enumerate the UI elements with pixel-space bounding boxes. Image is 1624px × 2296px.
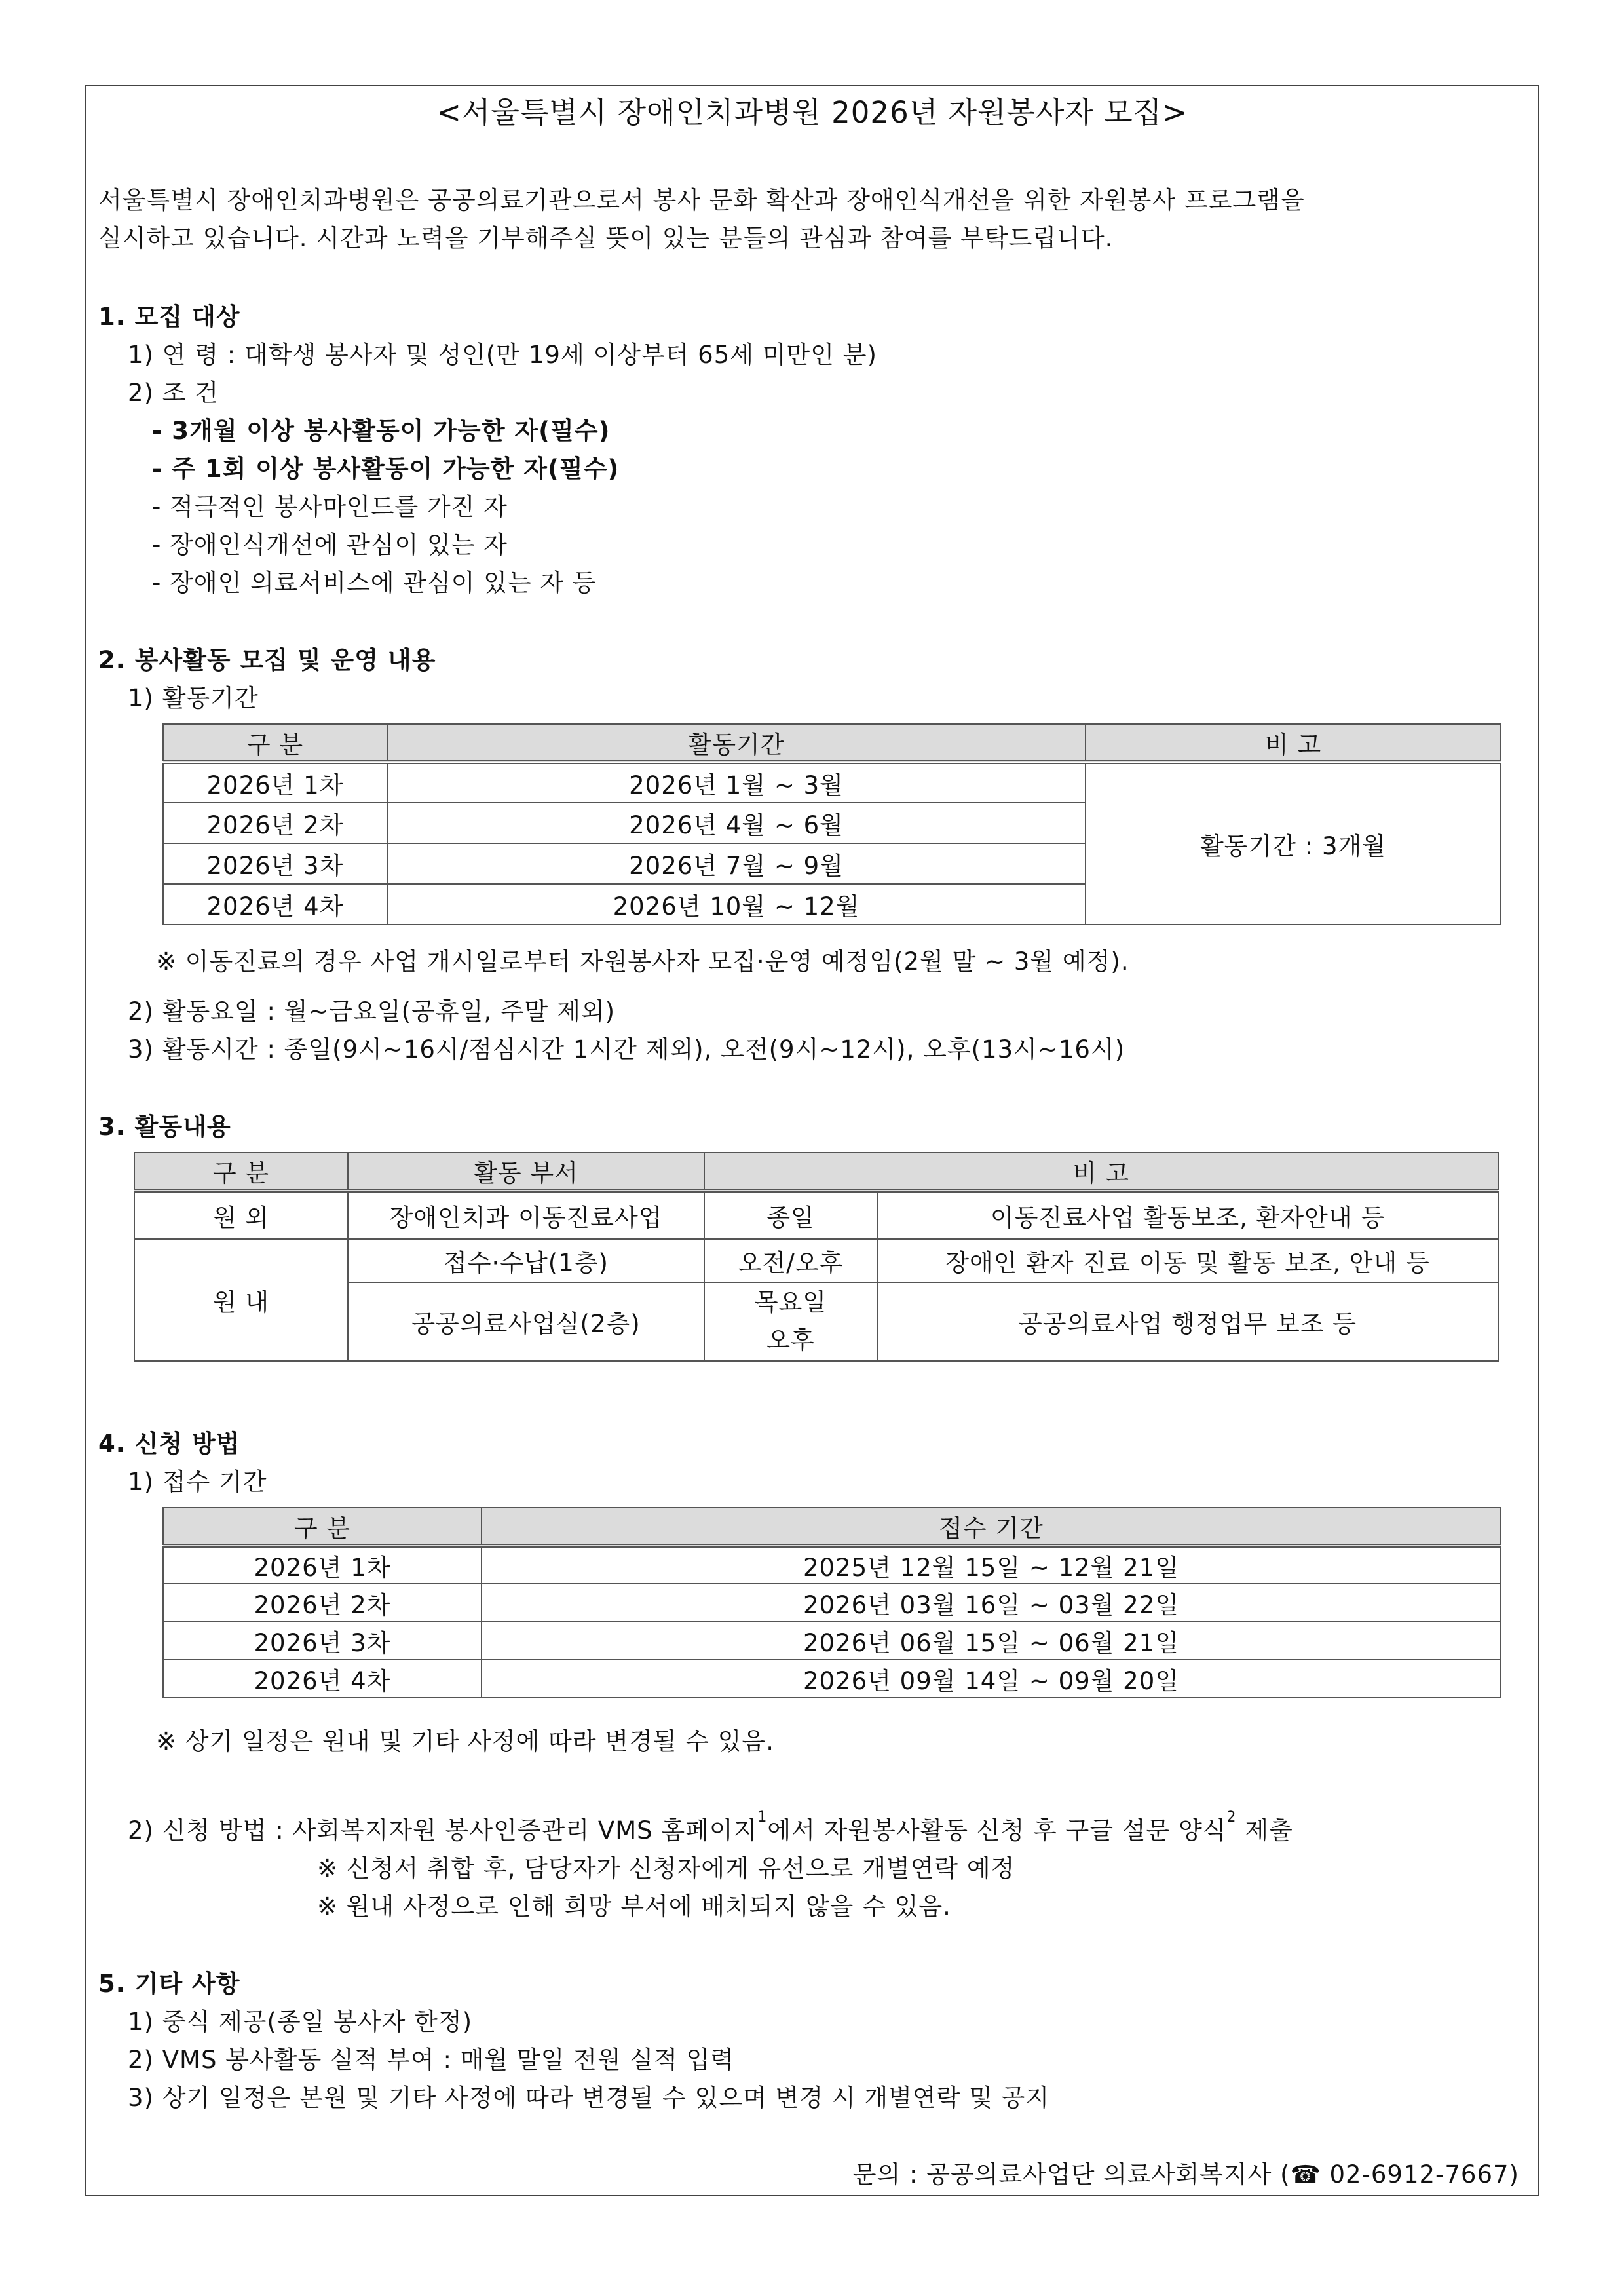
time-cell: 종일 [704,1191,877,1239]
desc-cell: 장애인 환자 진료 이동 및 활동 보조, 안내 등 [877,1239,1498,1282]
table-row [134,1191,1498,1239]
table-header: 활동기간 [387,724,1086,762]
footnote-marker: 1 [757,1809,768,1826]
intro-line-2: 실시하고 있습니다. 시간과 노력을 기부해주실 뜻이 있는 분들의 관심과 참여를 부탁드립니다. [98,224,1114,252]
application-period-label: 1) 접수 기간 [128,1468,267,1496]
period-cell: 2025년 12월 15일 ~ 12월 21일 [482,1546,1501,1584]
contact-phone: 02-6912-7667) [1321,2160,1519,2189]
phone-icon: ☎ [1290,2160,1321,2189]
period-cell: 2026년 06월 15일 ~ 06월 21일 [482,1622,1501,1660]
note-cell: 활동기간 : 3개월 [1086,762,1501,925]
table-row [163,762,1501,803]
activity-days: 2) 활동요일 : 월~금요일(공휴일, 주말 제외) [128,997,616,1025]
activity-period-table [162,723,1501,925]
section-2-heading: 2. 봉사활동 모집 및 운영 내용 [98,646,436,674]
round-cell: 2026년 4차 [163,884,387,925]
period-cell: 2026년 09월 14일 ~ 09월 20일 [482,1660,1501,1698]
period-cell: 2026년 03월 16일 ~ 03월 22일 [482,1584,1501,1622]
application-note: ※ 신청서 취합 후, 담당자가 신청자에게 유선으로 개별연락 예정 [317,1854,1015,1883]
table-header: 접수 기간 [482,1508,1501,1546]
table-row [163,1584,1501,1622]
footnote-marker: 2 [1226,1809,1237,1826]
other-item: 1) 중식 제공(종일 봉사자 한정) [128,2008,473,2036]
round-cell: 2026년 1차 [163,762,387,803]
period-cell: 2026년 7월 ~ 9월 [387,843,1086,884]
method-text: 2) 신청 방법 : 사회복지자원 봉사인증관리 VMS 홈페이지 [128,1816,758,1845]
table-header: 활동 부서 [348,1153,704,1191]
table-header: 구 분 [134,1153,348,1191]
activity-period-label: 1) 활동기간 [128,684,259,712]
condition-item: - 장애인식개선에 관심이 있는 자 [152,531,508,559]
application-period-table [162,1507,1501,1698]
period-cell: 2026년 1월 ~ 3월 [387,762,1086,803]
condition-item: - 3개월 이상 봉사활동이 가능한 자(필수) [152,417,611,445]
table-header: 구 분 [163,1508,482,1546]
table-row [163,1622,1501,1660]
table-row [163,1546,1501,1584]
section-3-heading: 3. 활동내용 [98,1113,231,1141]
application-method [128,1810,1293,1846]
age-criteria: 1) 연 령 : 대학생 봉사자 및 성인(만 19세 이상부터 65세 미만인 분) [128,341,877,369]
condition-item: - 장애인 의료서비스에 관심이 있는 자 등 [152,569,597,597]
other-item: 2) VMS 봉사활동 실적 부여 : 매월 말일 전원 실적 입력 [128,2046,735,2074]
schedule-change-footnote: ※ 상기 일정은 원내 및 기타 사정에 따라 변경될 수 있음. [156,1727,774,1755]
activity-hours: 3) 활동시간 : 종일(9시~16시/점심시간 1시간 제외), 오전(9시~12시), 오후(13시~16시) [128,1035,1125,1063]
time-cell: 오전/오후 [704,1239,877,1282]
dept-cell: 공공의료사업실(2층) [348,1282,704,1361]
mobile-clinic-footnote: ※ 이동진료의 경우 사업 개시일로부터 자원봉사자 모집·운영 예정임(2월 말 ~ 3월 예정). [156,947,1129,976]
application-note: ※ 원내 사정으로 인해 희망 부서에 배치되지 않을 수 있음. [317,1892,951,1921]
category-cell: 원 외 [134,1191,348,1239]
table-header: 비 고 [704,1153,1498,1191]
time-day: 목요일 [754,1288,827,1316]
period-cell: 2026년 4월 ~ 6월 [387,803,1086,843]
other-item: 3) 상기 일정은 본원 및 기타 사정에 따라 변경될 수 있으며 변경 시 개별연락 및 공지 [128,2084,1050,2112]
table-header: 구 분 [163,724,387,762]
desc-cell: 공공의료사업 행정업무 보조 등 [877,1282,1498,1361]
dept-cell: 접수·수납(1층) [348,1239,704,1282]
category-cell: 원 내 [134,1239,348,1361]
method-text: 에서 자원봉사활동 신청 후 구글 설문 양식 [767,1816,1227,1845]
round-cell: 2026년 3차 [163,1622,482,1660]
round-cell: 2026년 3차 [163,843,387,884]
time-slot: 오후 [766,1326,815,1354]
section-5-heading: 5. 기타 사항 [98,1970,240,1998]
round-cell: 2026년 1차 [163,1546,482,1584]
period-cell: 2026년 10월 ~ 12월 [387,884,1086,925]
condition-item: - 주 1회 이상 봉사활동이 가능한 자(필수) [152,455,620,483]
round-cell: 2026년 4차 [163,1660,482,1698]
section-4-heading: 4. 신청 방법 [98,1430,240,1458]
section-1-heading: 1. 모집 대상 [98,303,240,331]
contact-info [853,2154,1519,2190]
desc-cell: 이동진료사업 활동보조, 환자안내 등 [877,1191,1498,1239]
dept-cell: 장애인치과 이동진료사업 [348,1191,704,1239]
table-header: 비 고 [1086,724,1501,762]
time-cell [704,1282,877,1361]
table-row [134,1239,1498,1282]
activity-content-table [134,1152,1499,1362]
intro-line-1: 서울특별시 장애인치과병원은 공공의료기관으로서 봉사 문화 확산과 장애인식개선을 위한 자원봉사 프로그램을 [98,186,1305,214]
table-row [163,1660,1501,1698]
round-cell: 2026년 2차 [163,1584,482,1622]
contact-text: 문의 : 공공의료사업단 의료사회복지사 ( [852,2160,1291,2189]
page-title: <서울특별시 장애인치과병원 2026년 자원봉사자 모집> [436,95,1188,130]
round-cell: 2026년 2차 [163,803,387,843]
condition-item: - 적극적인 봉사마인드를 가진 자 [152,493,508,521]
method-text: 제출 [1236,1816,1293,1845]
conditions-label: 2) 조 건 [128,379,219,407]
